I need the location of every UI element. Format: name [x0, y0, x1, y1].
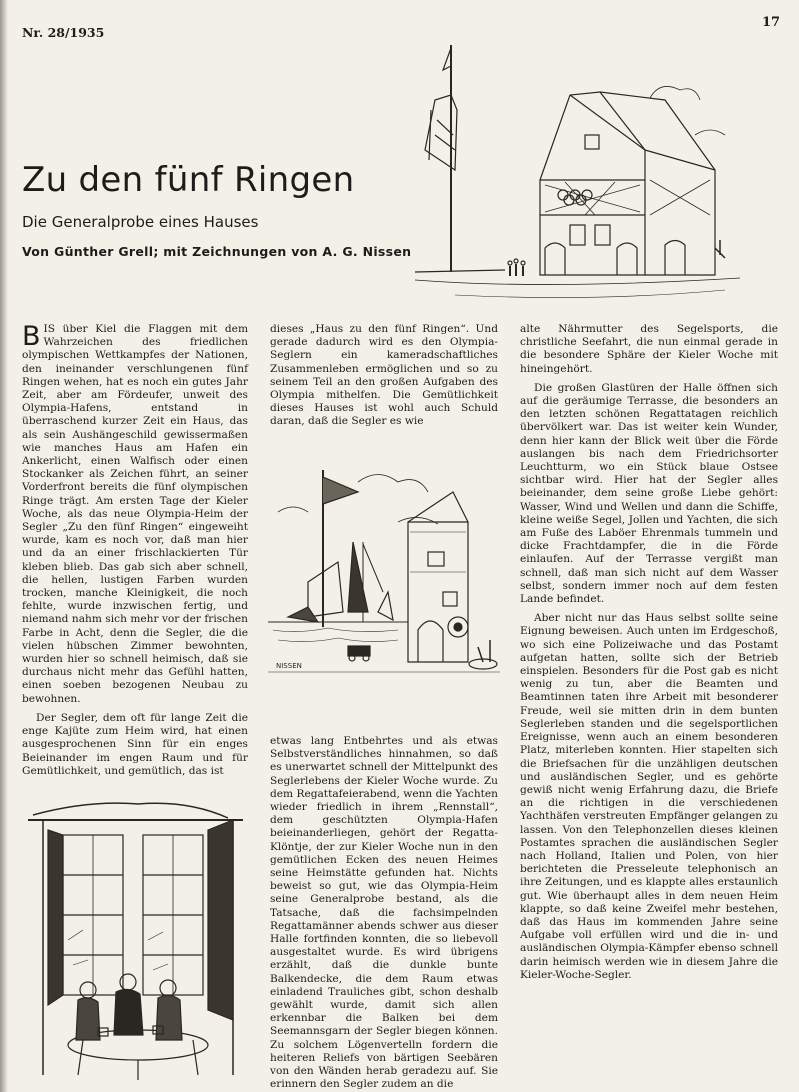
paragraph-2: Der Segler, dem oft für lange Zeit die enge Kajüte zum Heim wird, hat einen ausgesprochenen Sinn für ein enges Beieinander im engen Raum und für Gemütlichkeit, und gemütlich, das ist [22, 711, 248, 777]
article-subtitle: Die Generalprobe eines Hauses [22, 213, 259, 231]
paragraph-1: BIS über Kiel die Flaggen mit dem Wahrzeichen des friedlichen olympischen Wettkampfes der Nationen, den ineinander verschlungenen fünf Ringen wehen, hat es noch ein gutes Jahr Zeit, aber am Fördeufer, unweit des Olympia-Hafens, entstand in überraschend kurzer Zeit ein Haus, das als sein Aushängeschild gewissermaßen wie manches Haus am Hafen ein Ankerlicht, einen Walfisch oder einen Stockanker als Zeichen führt, an seiner Vorderfront bereits die fünf olympischen Ringe trägt. Am ersten Tage der Kieler Woche, als das neue Olympia-Heim der Segler „Zu den fünf Ringen“ eingeweiht wurde, kam es noch vor, daß man hier und da an einer frischlackierten Tür kleben blieb. Das gab sich aber schnell, die hellen, lustigen Farben wurden trocken, manche Kleinigkeit, die noch fehlte, wurde inzwischen fertig, und niemand nahm sich mehr vor der frischen Farbe in Acht, denn die Segler, die die vielen hübschen Zimmer bewohnten, wurden hier so schnell heimisch, daß sie durchaus nicht mehr das Gefühl hatten, einen soeben bezogenen Neubau zu bewohnen. [22, 321, 248, 705]
paragraph-col3-3: Aber nicht nur das Haus selbst sollte seine Eignung beweisen. Auch unten im Erdgeschoß, wo sich eine Polizeiwache und das Postamt aufgetan hatten, sollte sich der Betrieb einspielen. Besonders für die Post gab es nicht wenig zu tun, aber die Beamten und Beamtinnen taten ihre Arbeit mit besonderer Freude, weil sie mitten drin in dem bunten Seglerleben standen und die segelsportlichen Ereignisse, wenn auch an einem besonderen Platz, miterleben konnten. Hier stapelten sich die Briefsachen für die unzähligen deutschen und ausländischen Segler, und es gehörte gewiß nicht wenig Erfahrung dazu, die Briefe an die richtigen in die verschiedenen Yachthäfen verstreuten Empfänger gelangen zu lassen. Von den Telephonzellen dieses kleinen Postamtes sprachen die ausländischen Segler nach Holland, Italien und Polen, von hier berichteten die Presseleute telephonisch an ihre Zeitungen, und es klappte alles erstaunlich gut. Wie überhaupt alles in dem neuen Heim klappte, so daß keine Zweifel mehr bestehen, daß das Haus im kommenden Jahre seine Aufgabe voll erfüllen wird und die in- und ausländischen Olympia-Kämpfer ebenso schnell darin heimisch werden wie in diesem Jahre die Kieler-Woche-Segler. [520, 612, 778, 981]
illustration-signature: NISSEN [276, 662, 302, 670]
paragraph-col3-1: alte Nährmutter des Segelsports, die christliche Seefahrt, die nun einmal gerade in die besondere Sphäre der Kieler Woche mit hineingehört. [520, 323, 778, 375]
interior-illustration [28, 790, 248, 1080]
paragraph-col2-bottom: etwas lang Entbehrtes und als etwas Selbstverständliches hinnahmen, so daß es unerwartet schnell der Mittelpunkt des Seglerlebens der Kieler Woche wurde. Zu dem Regattafeierabend, wenn die Yachten wieder friedlich in ihrem „Rennstall“, dem geschützten Olympia-Hafen beieinanderliegen, gehört der Regatta-Klöntje, der zur Kieler Woche nun in den gemütlichen Ecken des neuen Heimes seine Heimstätte gefunden hat. Nichts beweist so gut, wie das Olympia-Heim seine Generalprobe bestand, als die Tatsache, daß die fachsimpelnden Regattamänner abends schwer aus dieser Halle fortfinden konnten, die so liebevoll ausgestaltet wurde. Es wird übrigens erzählt, daß die dunkle bunte Balkendecke, die dem Raum etwas einladend Trauliches gibt, schon deshalb gewählt wurde, damit sich allen erkennbar die Balken bei dem Seemannsgarn der Segler biegen können. Zu solchem Lögenvertelln fordern die heiteren Reliefs von bärtigen Seebären von den Wänden herab geradezu auf. Sie erinnern den Segler zudem an die [270, 735, 499, 1091]
column-1 [22, 323, 248, 778]
issue-number: Nr. 28/1935 [22, 25, 105, 40]
drop-cap: B [22, 321, 41, 352]
paragraph-col2-top: dieses „Haus zu den fünf Ringen“. Und gerade dadurch wird es den Olympia-Seglern ein kameradschaftliches Zusammenleben ermöglichen und so zu seinem Teil an den großen Aufgaben des Olympia mithelfen. Die Gemütlichkeit dieses Hauses ist wohl auch Schuld daran, daß die Segler es wie [270, 323, 498, 428]
harbour-illustration [268, 462, 500, 687]
article-byline: Von Günther Grell; mit Zeichnungen von A. G. Nissen [22, 244, 412, 259]
column-3 [520, 323, 778, 1075]
paragraph-col3-2: Die großen Glastüren der Halle öffnen sich auf die geräumige Terrasse, die besonders an den letzten schönen Regattatagen reichlich übervölkert war. Das ist weiter kein Wunder, denn hier kann der Blick weit über die Förde auslangen bis nach dem Friedrichsorter Leuchtturm, wo ein Stück blaue Ostsee sichtbar wird. Hier hat der Segler alles beieinander, dem seine große Liebe gehört: Wasser, Wind und Wellen und dann die Schiffe, kleine weiße Segel, Jollen und Yachten, die sich am Fuße des Laböer Ehrenmals tummeln und dicke Frachtdampfer, die in die Förde einlaufen. Auf der Terrasse vergißt man schnell, daß man sich nicht auf dem Wasser selbst, sondern immer noch auf dem festen Lande befindet. [520, 381, 778, 606]
house-illustration [395, 40, 750, 315]
article-title: Zu den fünf Ringen [22, 160, 355, 200]
page-number: 17 [762, 15, 781, 30]
column-2-bottom [270, 735, 499, 1091]
column-2-top [270, 323, 498, 458]
page-edge-shadow [0, 0, 8, 1092]
